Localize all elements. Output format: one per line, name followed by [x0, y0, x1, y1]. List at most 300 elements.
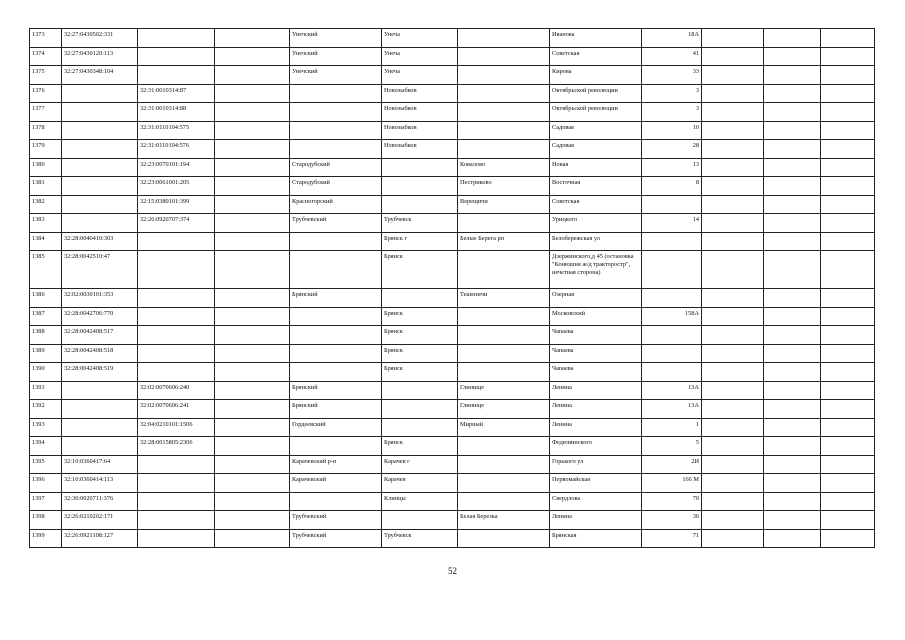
blank-cell	[215, 307, 290, 326]
extra-cell-1	[702, 418, 764, 437]
cadastral-number-cell: 32:27:0430348:104	[62, 66, 138, 85]
extra-cell-2	[764, 195, 821, 214]
row-number-cell: 1390	[30, 363, 62, 382]
house-number-cell: 13А	[642, 400, 702, 419]
cadastral-number-cell	[62, 103, 138, 122]
street-cell: Чапаева	[550, 326, 642, 345]
blank-cell	[215, 418, 290, 437]
cadastral-number-cell	[62, 121, 138, 140]
extra-cell-3	[821, 474, 875, 493]
extra-cell-1	[702, 121, 764, 140]
house-number-cell: 18А	[642, 29, 702, 48]
house-number-cell: 70	[642, 492, 702, 511]
row-number-cell: 1396	[30, 474, 62, 493]
table-row	[30, 214, 875, 233]
house-number-cell: 158А	[642, 307, 702, 326]
extra-cell-2	[764, 307, 821, 326]
extra-cell-1	[702, 381, 764, 400]
table-row	[30, 289, 875, 308]
blank-cell	[215, 455, 290, 474]
house-number-cell	[642, 232, 702, 251]
extra-cell-1	[702, 492, 764, 511]
extra-cell-3	[821, 140, 875, 159]
cadastral-number-2-cell	[138, 511, 215, 530]
district-cell	[290, 492, 382, 511]
table-row	[30, 307, 875, 326]
table-row	[30, 363, 875, 382]
extra-cell-1	[702, 474, 764, 493]
row-number-cell: 1387	[30, 307, 62, 326]
blank-cell	[215, 29, 290, 48]
row-number-cell: 1394	[30, 437, 62, 456]
row-number-cell: 1376	[30, 84, 62, 103]
city-cell: Карачев г	[382, 455, 458, 474]
district-cell	[290, 307, 382, 326]
cadastral-number-cell	[62, 214, 138, 233]
extra-cell-2	[764, 344, 821, 363]
extra-cell-2	[764, 84, 821, 103]
district-cell: Красногорский	[290, 195, 382, 214]
row-number-cell: 1378	[30, 121, 62, 140]
settlement-cell	[458, 344, 550, 363]
extra-cell-3	[821, 177, 875, 196]
house-number-cell: 3	[642, 103, 702, 122]
blank-cell	[215, 195, 290, 214]
district-cell: Брянский	[290, 381, 382, 400]
settlement-cell	[458, 455, 550, 474]
street-cell: Ленина	[550, 400, 642, 419]
table-row	[30, 121, 875, 140]
extra-cell-3	[821, 29, 875, 48]
street-cell: Иванова	[550, 29, 642, 48]
blank-cell	[215, 344, 290, 363]
blank-cell	[215, 251, 290, 289]
row-number-cell: 1384	[30, 232, 62, 251]
cadastral-number-cell	[62, 195, 138, 214]
extra-cell-2	[764, 455, 821, 474]
cadastral-number-cell	[62, 400, 138, 419]
extra-cell-2	[764, 363, 821, 382]
district-cell	[290, 232, 382, 251]
cadastral-number-cell	[62, 381, 138, 400]
extra-cell-3	[821, 251, 875, 289]
blank-cell	[215, 47, 290, 66]
street-cell: Октябрьской революции	[550, 103, 642, 122]
city-cell: Брянск	[382, 326, 458, 345]
table-row	[30, 400, 875, 419]
district-cell: Трубчевский	[290, 214, 382, 233]
district-cell: Стародубский	[290, 177, 382, 196]
street-cell: Садовая	[550, 121, 642, 140]
extra-cell-3	[821, 418, 875, 437]
table-row	[30, 84, 875, 103]
extra-cell-3	[821, 455, 875, 474]
city-cell	[382, 381, 458, 400]
district-cell	[290, 121, 382, 140]
settlement-cell	[458, 326, 550, 345]
blank-cell	[215, 474, 290, 493]
extra-cell-3	[821, 529, 875, 548]
cadastral-number-2-cell	[138, 455, 215, 474]
cadastral-number-cell: 32:30:0020711:376	[62, 492, 138, 511]
house-number-cell: 41	[642, 47, 702, 66]
settlement-cell	[458, 307, 550, 326]
extra-cell-1	[702, 66, 764, 85]
cadastral-number-cell: 32:28:0042408:519	[62, 363, 138, 382]
settlement-cell: Белая Березка	[458, 511, 550, 530]
cadastral-number-2-cell: 32:28:0015805:2306	[138, 437, 215, 456]
district-cell	[290, 140, 382, 159]
table-row	[30, 455, 875, 474]
city-cell: Трубчевск	[382, 529, 458, 548]
extra-cell-1	[702, 307, 764, 326]
cadastral-number-2-cell	[138, 47, 215, 66]
district-cell	[290, 326, 382, 345]
table-row	[30, 381, 875, 400]
extra-cell-1	[702, 47, 764, 66]
extra-cell-1	[702, 140, 764, 159]
settlement-cell	[458, 121, 550, 140]
house-number-cell	[642, 363, 702, 382]
city-cell: Брянск	[382, 307, 458, 326]
cadastral-number-cell: 32:10:0360414:113	[62, 474, 138, 493]
cadastral-number-2-cell: 32:23:0070101:194	[138, 158, 215, 177]
street-cell: Советская	[550, 195, 642, 214]
city-cell	[382, 289, 458, 308]
street-cell: Восточная	[550, 177, 642, 196]
blank-cell	[215, 84, 290, 103]
cadastral-number-cell	[62, 84, 138, 103]
row-number-cell: 1395	[30, 455, 62, 474]
extra-cell-2	[764, 492, 821, 511]
street-cell: Свердлова	[550, 492, 642, 511]
district-cell: Трубчевский	[290, 511, 382, 530]
city-cell: Унеча	[382, 29, 458, 48]
house-number-cell: 8	[642, 177, 702, 196]
settlement-cell	[458, 47, 550, 66]
cadastral-number-cell: 32:28:0042706:770	[62, 307, 138, 326]
extra-cell-1	[702, 529, 764, 548]
city-cell: Новозыбков	[382, 121, 458, 140]
row-number-cell: 1375	[30, 66, 62, 85]
house-number-cell	[642, 289, 702, 308]
extra-cell-1	[702, 363, 764, 382]
extra-cell-2	[764, 140, 821, 159]
blank-cell	[215, 326, 290, 345]
row-number-cell: 1377	[30, 103, 62, 122]
table-row	[30, 29, 875, 48]
extra-cell-3	[821, 158, 875, 177]
registry-table-body	[30, 29, 875, 548]
cadastral-number-2-cell: 32:23:0061001:205	[138, 177, 215, 196]
table-row	[30, 158, 875, 177]
cadastral-number-cell: 32:28:0042510:47	[62, 251, 138, 289]
settlement-cell	[458, 84, 550, 103]
extra-cell-2	[764, 381, 821, 400]
table-row	[30, 103, 875, 122]
house-number-cell: 28	[642, 140, 702, 159]
extra-cell-1	[702, 326, 764, 345]
cadastral-number-cell	[62, 177, 138, 196]
cadastral-number-cell	[62, 418, 138, 437]
extra-cell-1	[702, 195, 764, 214]
extra-cell-2	[764, 511, 821, 530]
cadastral-number-2-cell: 32:31:0010314:88	[138, 103, 215, 122]
blank-cell	[215, 140, 290, 159]
city-cell: Брянск	[382, 437, 458, 456]
blank-cell	[215, 289, 290, 308]
blank-cell	[215, 511, 290, 530]
settlement-cell	[458, 103, 550, 122]
street-cell: Чапаева	[550, 363, 642, 382]
cadastral-number-cell: 32:28:0042408:518	[62, 344, 138, 363]
district-cell	[290, 437, 382, 456]
row-number-cell: 1392	[30, 400, 62, 419]
settlement-cell	[458, 492, 550, 511]
extra-cell-3	[821, 326, 875, 345]
district-cell: Стародубский	[290, 158, 382, 177]
district-cell: Карачевский	[290, 474, 382, 493]
cadastral-number-2-cell	[138, 66, 215, 85]
settlement-cell: Ковалово	[458, 158, 550, 177]
cadastral-number-2-cell	[138, 492, 215, 511]
cadastral-number-2-cell	[138, 251, 215, 289]
extra-cell-3	[821, 344, 875, 363]
street-cell: Дзержинского,д 45 (остановка "Конюшня ж/д тракторостр", нечетная сторона)	[550, 251, 642, 289]
house-number-cell: 10	[642, 121, 702, 140]
cadastral-number-2-cell	[138, 289, 215, 308]
table-row	[30, 232, 875, 251]
blank-cell	[215, 437, 290, 456]
settlement-cell	[458, 251, 550, 289]
extra-cell-2	[764, 214, 821, 233]
blank-cell	[215, 158, 290, 177]
table-row	[30, 177, 875, 196]
city-cell: Трубчевск	[382, 214, 458, 233]
city-cell	[382, 400, 458, 419]
table-row	[30, 47, 875, 66]
cadastral-number-2-cell	[138, 474, 215, 493]
district-cell	[290, 251, 382, 289]
extra-cell-3	[821, 511, 875, 530]
table-row	[30, 195, 875, 214]
house-number-cell: 5	[642, 437, 702, 456]
street-cell: Урицкого	[550, 214, 642, 233]
cadastral-number-cell	[62, 158, 138, 177]
street-cell: Советская	[550, 47, 642, 66]
row-number-cell: 1398	[30, 511, 62, 530]
table-row	[30, 511, 875, 530]
extra-cell-1	[702, 289, 764, 308]
house-number-cell: 13	[642, 158, 702, 177]
settlement-cell	[458, 66, 550, 85]
city-cell	[382, 511, 458, 530]
table-row	[30, 344, 875, 363]
row-number-cell: 1399	[30, 529, 62, 548]
cadastral-number-2-cell: 32:02:0070606:240	[138, 381, 215, 400]
extra-cell-1	[702, 84, 764, 103]
extra-cell-1	[702, 232, 764, 251]
street-cell: Белобережская ул	[550, 232, 642, 251]
cadastral-number-cell: 32:27:0430120:113	[62, 47, 138, 66]
settlement-cell: Белые Берега рп	[458, 232, 550, 251]
settlement-cell	[458, 529, 550, 548]
district-cell	[290, 84, 382, 103]
blank-cell	[215, 214, 290, 233]
city-cell: Унеча	[382, 66, 458, 85]
registry-table	[29, 28, 875, 548]
cadastral-number-2-cell: 32:31:0010314:87	[138, 84, 215, 103]
extra-cell-1	[702, 158, 764, 177]
cadastral-number-2-cell: 32:26:0920707:374	[138, 214, 215, 233]
extra-cell-3	[821, 66, 875, 85]
house-number-cell	[642, 251, 702, 289]
blank-cell	[215, 381, 290, 400]
extra-cell-3	[821, 381, 875, 400]
street-cell: Брянская	[550, 529, 642, 548]
district-cell: Брянский	[290, 289, 382, 308]
table-row	[30, 66, 875, 85]
city-cell	[382, 177, 458, 196]
district-cell	[290, 363, 382, 382]
extra-cell-2	[764, 529, 821, 548]
city-cell: Карачев	[382, 474, 458, 493]
table-row	[30, 492, 875, 511]
settlement-cell	[458, 437, 550, 456]
extra-cell-3	[821, 492, 875, 511]
extra-cell-1	[702, 177, 764, 196]
city-cell: Брянск	[382, 344, 458, 363]
row-number-cell: 1385	[30, 251, 62, 289]
extra-cell-3	[821, 47, 875, 66]
cadastral-number-cell: 32:02:0030101:353	[62, 289, 138, 308]
cadastral-number-2-cell	[138, 529, 215, 548]
city-cell: Клинцы	[382, 492, 458, 511]
settlement-cell: Верещичи	[458, 195, 550, 214]
row-number-cell: 1373	[30, 29, 62, 48]
house-number-cell	[642, 344, 702, 363]
row-number-cell: 1389	[30, 344, 62, 363]
street-cell: Федюнинского	[550, 437, 642, 456]
house-number-cell: 33	[642, 66, 702, 85]
extra-cell-1	[702, 29, 764, 48]
extra-cell-1	[702, 103, 764, 122]
row-number-cell: 1382	[30, 195, 62, 214]
table-row	[30, 140, 875, 159]
extra-cell-3	[821, 195, 875, 214]
city-cell: Новозыбков	[382, 84, 458, 103]
extra-cell-1	[702, 214, 764, 233]
district-cell: Гордеевский	[290, 418, 382, 437]
cadastral-number-cell: 32:26:0921108:127	[62, 529, 138, 548]
extra-cell-2	[764, 232, 821, 251]
row-number-cell: 1397	[30, 492, 62, 511]
extra-cell-2	[764, 29, 821, 48]
blank-cell	[215, 492, 290, 511]
settlement-cell	[458, 363, 550, 382]
house-number-cell: 3	[642, 84, 702, 103]
district-cell: Трубчевский	[290, 529, 382, 548]
row-number-cell: 1388	[30, 326, 62, 345]
row-number-cell: 1393	[30, 418, 62, 437]
extra-cell-2	[764, 251, 821, 289]
extra-cell-1	[702, 437, 764, 456]
cadastral-number-2-cell	[138, 363, 215, 382]
extra-cell-2	[764, 418, 821, 437]
street-cell: Московский	[550, 307, 642, 326]
extra-cell-2	[764, 437, 821, 456]
table-row	[30, 326, 875, 345]
extra-cell-2	[764, 289, 821, 308]
settlement-cell: Глинище	[458, 400, 550, 419]
house-number-cell: 71	[642, 529, 702, 548]
city-cell: Брянск	[382, 251, 458, 289]
settlement-cell	[458, 140, 550, 159]
city-cell: Унеча	[382, 47, 458, 66]
street-cell: Ленина	[550, 381, 642, 400]
house-number-cell: 1	[642, 418, 702, 437]
house-number-cell: 166 М	[642, 474, 702, 493]
blank-cell	[215, 363, 290, 382]
extra-cell-1	[702, 455, 764, 474]
street-cell: Октябрьской революции	[550, 84, 642, 103]
extra-cell-1	[702, 251, 764, 289]
house-number-cell	[642, 195, 702, 214]
extra-cell-2	[764, 47, 821, 66]
cadastral-number-2-cell: 32:02:0070606:241	[138, 400, 215, 419]
settlement-cell: Глинище	[458, 381, 550, 400]
blank-cell	[215, 121, 290, 140]
cadastral-number-cell: 32:27:0430502:331	[62, 29, 138, 48]
district-cell: Унечский	[290, 29, 382, 48]
street-cell: Садовая	[550, 140, 642, 159]
city-cell	[382, 195, 458, 214]
settlement-cell	[458, 474, 550, 493]
extra-cell-2	[764, 121, 821, 140]
extra-cell-3	[821, 437, 875, 456]
extra-cell-3	[821, 307, 875, 326]
street-cell: Ленина	[550, 511, 642, 530]
house-number-cell	[642, 326, 702, 345]
house-number-cell: 36	[642, 511, 702, 530]
table-row	[30, 251, 875, 289]
district-cell: Унечский	[290, 66, 382, 85]
city-cell	[382, 158, 458, 177]
settlement-cell: Тешеничи	[458, 289, 550, 308]
cadastral-number-2-cell	[138, 232, 215, 251]
extra-cell-1	[702, 344, 764, 363]
extra-cell-3	[821, 214, 875, 233]
blank-cell	[215, 177, 290, 196]
city-cell: Новозыбков	[382, 140, 458, 159]
blank-cell	[215, 529, 290, 548]
row-number-cell: 1374	[30, 47, 62, 66]
cadastral-number-cell	[62, 437, 138, 456]
table-row	[30, 474, 875, 493]
extra-cell-2	[764, 158, 821, 177]
blank-cell	[215, 103, 290, 122]
street-cell: Новая	[550, 158, 642, 177]
street-cell: Чапаева	[550, 344, 642, 363]
extra-cell-1	[702, 511, 764, 530]
district-cell	[290, 103, 382, 122]
extra-cell-3	[821, 289, 875, 308]
extra-cell-2	[764, 326, 821, 345]
house-number-cell: 14	[642, 214, 702, 233]
row-number-cell: 1381	[30, 177, 62, 196]
row-number-cell: 1386	[30, 289, 62, 308]
cadastral-number-2-cell: 32:31:0110104:575	[138, 121, 215, 140]
